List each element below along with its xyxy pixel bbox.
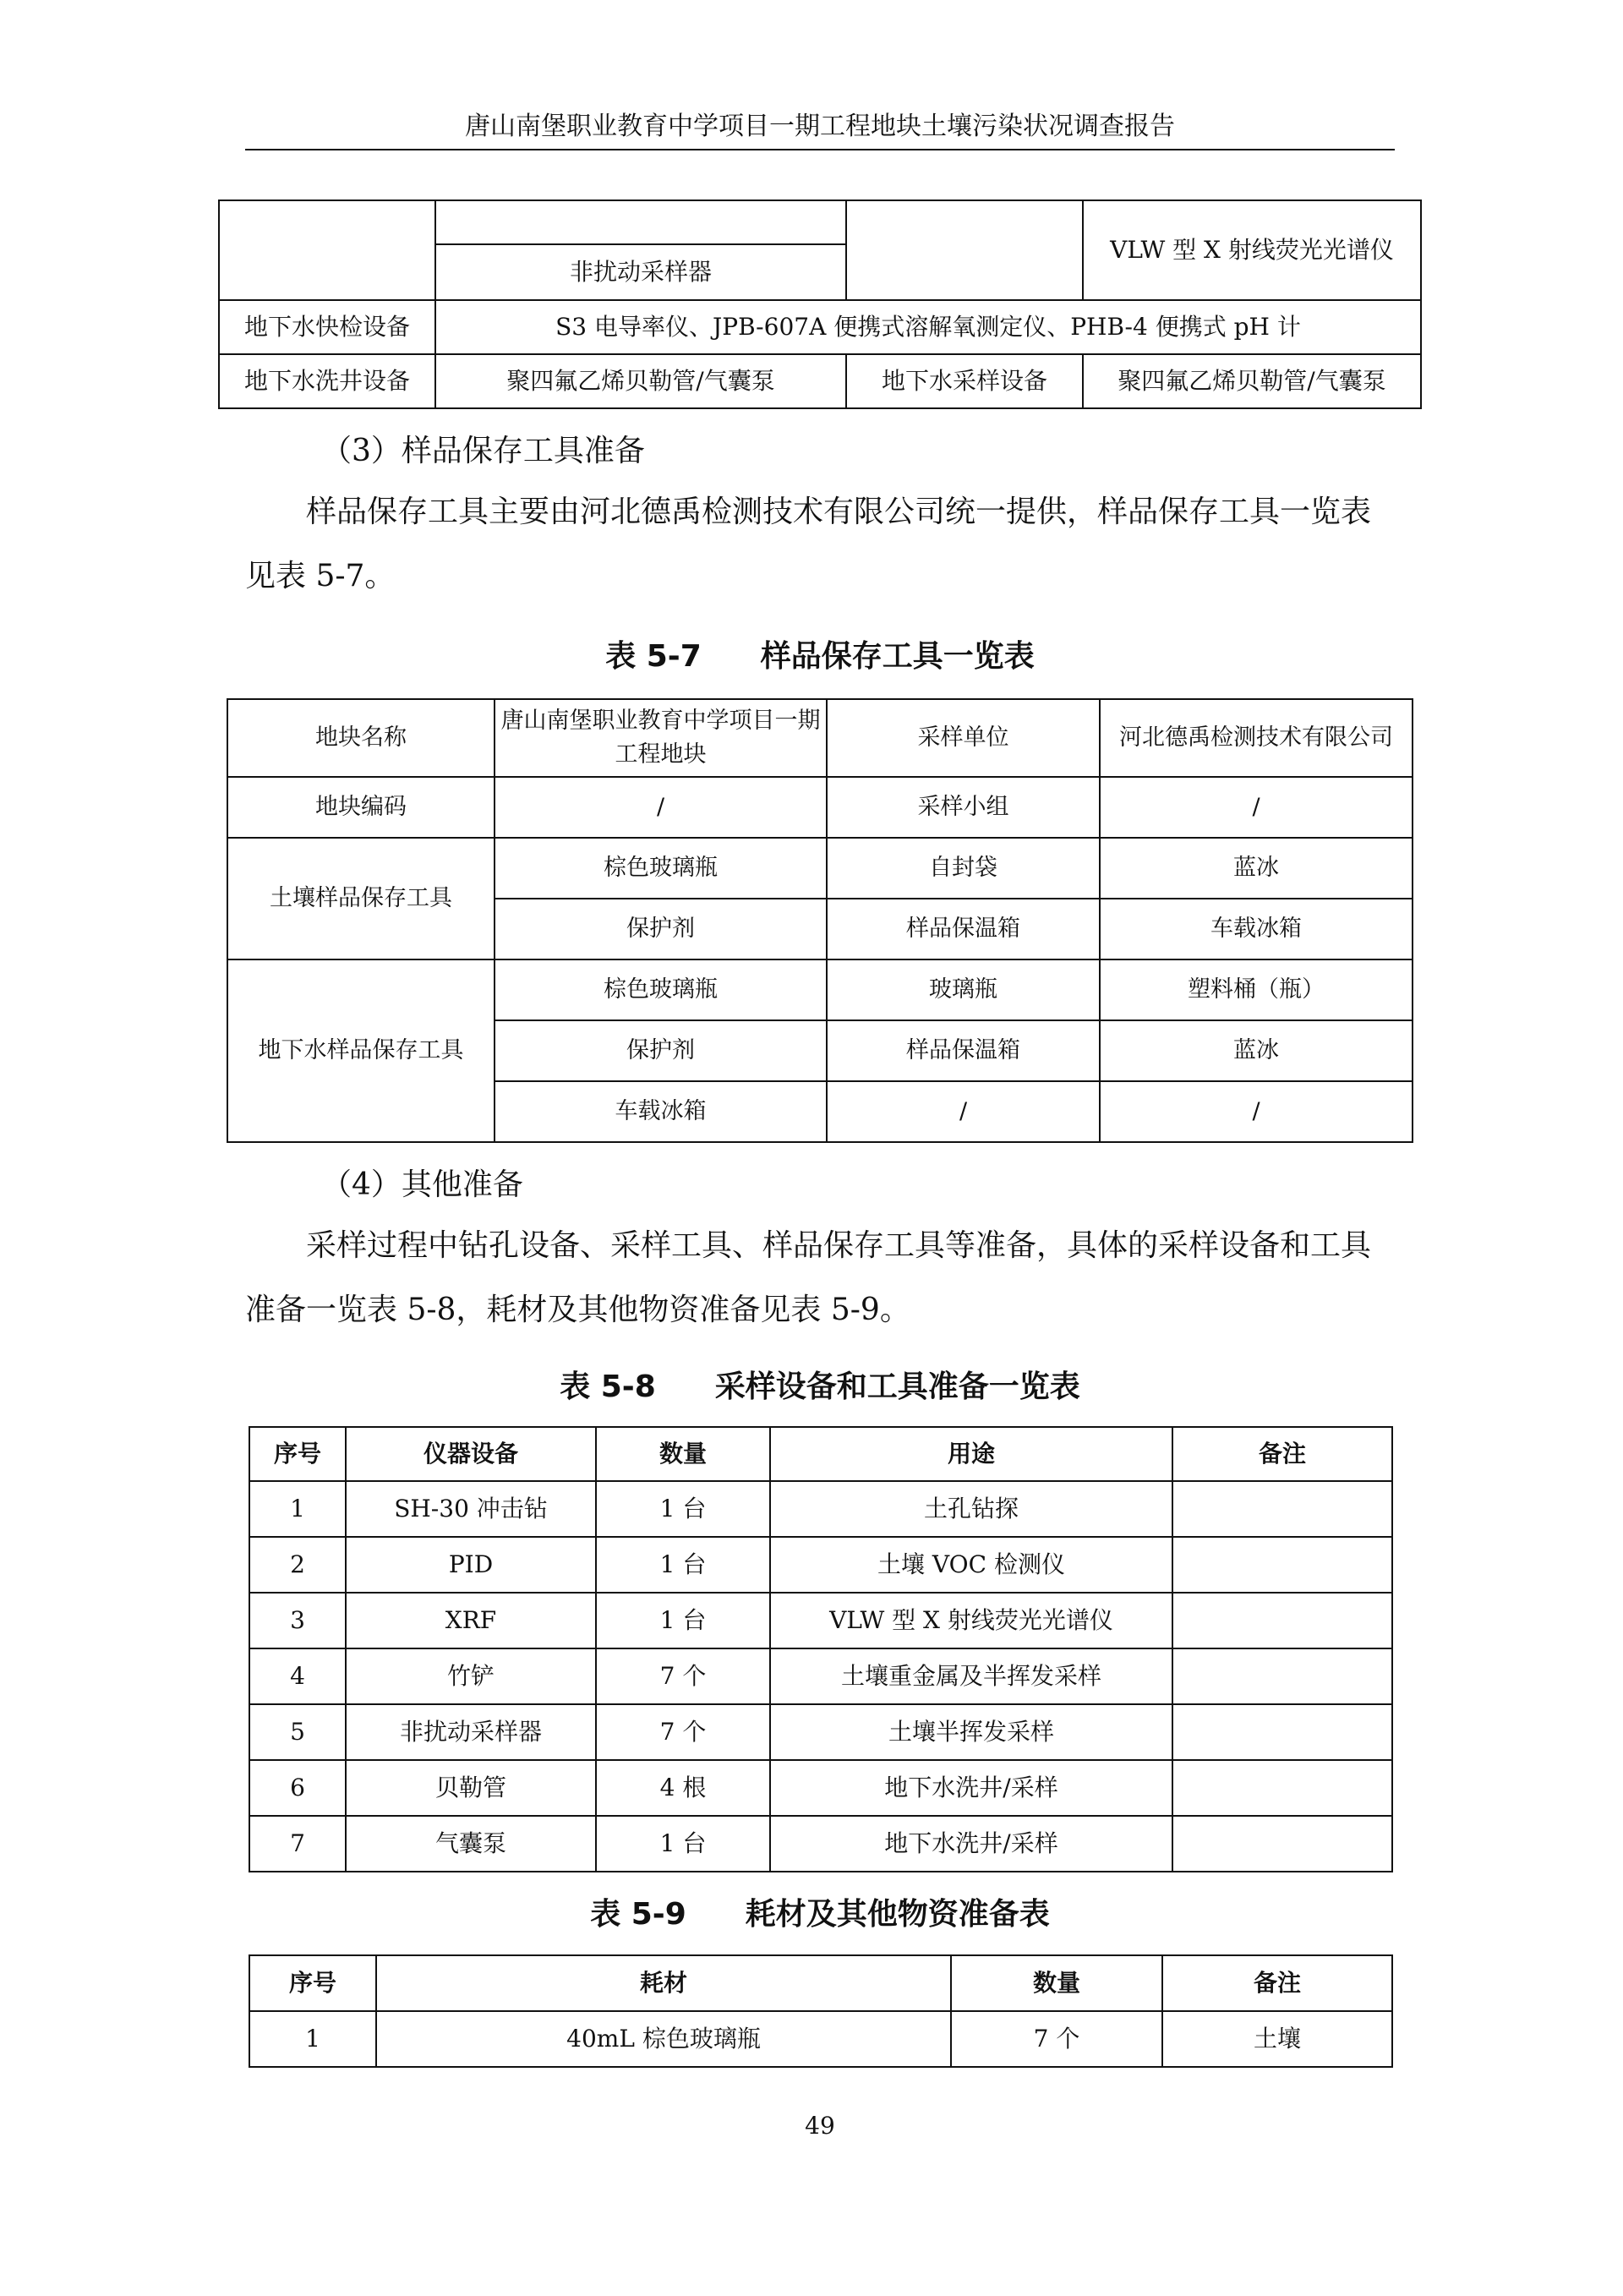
- table-header-cell: 耗材: [376, 1955, 951, 2011]
- table-cell: 土壤 VOC 检测仪: [770, 1537, 1172, 1593]
- table-cell: 样品保温箱: [827, 1020, 1100, 1081]
- table-cell: 1: [249, 1481, 346, 1537]
- header-rule: [245, 149, 1395, 150]
- table-top-cell: 地下水洗井设备: [219, 354, 435, 408]
- caption-number: 表 5-7: [605, 639, 702, 674]
- table-cell: 1 台: [596, 1816, 770, 1872]
- table-cell: 土壤重金属及半挥发采样: [770, 1648, 1172, 1704]
- table-cell: 2: [249, 1537, 346, 1593]
- table-5-7: [227, 698, 1413, 1143]
- table-top-cell: [219, 200, 435, 300]
- table-cell: /: [1100, 1081, 1413, 1142]
- table-row: [249, 1816, 1392, 1872]
- table-row: [249, 1704, 1392, 1760]
- table-row: [249, 1537, 1392, 1593]
- table-cell: 棕色玻璃瓶: [495, 959, 827, 1020]
- table-cell: [1172, 1816, 1392, 1872]
- table-cell: 贝勒管: [346, 1760, 596, 1816]
- table-top-cell: VLW 型 X 射线荧光光谱仪: [1083, 200, 1421, 300]
- table-cell: XRF: [346, 1593, 596, 1648]
- table-header-cell: 数量: [951, 1955, 1162, 2011]
- caption-number: 表 5-9: [590, 1897, 686, 1932]
- table-top-cell: 地下水快检设备: [219, 300, 435, 354]
- table-top-cell: 非扰动采样器: [435, 244, 846, 300]
- table-cell: VLW 型 X 射线荧光光谱仪: [770, 1593, 1172, 1648]
- table-cell: 采样单位: [827, 699, 1100, 777]
- table-cell: 唐山南堡职业教育中学项目一期工程地块: [495, 699, 827, 777]
- table-cell: 7 个: [596, 1648, 770, 1704]
- table-cell: [1172, 1704, 1392, 1760]
- table-cell: 非扰动采样器: [346, 1704, 596, 1760]
- caption-title: 采样设备和工具准备一览表: [714, 1369, 1080, 1404]
- table-top-cell: 地下水采样设备: [846, 354, 1083, 408]
- table-header-cell: 备注: [1162, 1955, 1392, 2011]
- table-cell: 蓝冰: [1100, 1020, 1413, 1081]
- table-header-cell: 仪器设备: [346, 1427, 596, 1481]
- caption-number: 表 5-8: [560, 1369, 656, 1404]
- table-cell: 7: [249, 1816, 346, 1872]
- table-header-cell: 数量: [596, 1427, 770, 1481]
- table-cell: 土壤: [1162, 2011, 1392, 2067]
- table-cell: 车载冰箱: [1100, 899, 1413, 959]
- table-top-cell: [435, 200, 846, 244]
- table-cell: 气囊泵: [346, 1816, 596, 1872]
- table-header-cell: 序号: [249, 1955, 376, 2011]
- table-top-cell: S3 电导率仪、JPB-607A 便携式溶解氧测定仪、PHB-4 便携式 pH 计: [435, 300, 1421, 354]
- table-header-cell: 用途: [770, 1427, 1172, 1481]
- table-5-8-caption: [245, 1366, 1395, 1408]
- table-5-7-caption: [245, 636, 1395, 678]
- table-5-9: [249, 1954, 1393, 2068]
- table-cell: 1 台: [596, 1537, 770, 1593]
- caption-title: 样品保存工具一览表: [760, 639, 1035, 674]
- table-row: [249, 1481, 1392, 1537]
- page-number: 49: [805, 2112, 835, 2140]
- page-header-title: 唐山南堡职业教育中学项目一期工程地块土壤污染状况调查报告: [465, 112, 1175, 141]
- table-top-cell: 聚四氟乙烯贝勒管/气囊泵: [1083, 354, 1421, 408]
- table-cell: 40mL 棕色玻璃瓶: [376, 2011, 951, 2067]
- table-cell: 地块编码: [227, 777, 495, 838]
- table-cell: [1172, 1593, 1392, 1648]
- table-cell: PID: [346, 1537, 596, 1593]
- table-cell: 1 台: [596, 1481, 770, 1537]
- table-row: [249, 2011, 1392, 2067]
- table-cell: [1172, 1481, 1392, 1537]
- table-cell: 4 根: [596, 1760, 770, 1816]
- table-cell: 7 个: [951, 2011, 1162, 2067]
- table-cell: 4: [249, 1648, 346, 1704]
- table-cell: 1 台: [596, 1593, 770, 1648]
- table-header-cell: 序号: [249, 1427, 346, 1481]
- table-top-continuation: [218, 200, 1422, 409]
- table-cell: 地下水洗井/采样: [770, 1816, 1172, 1872]
- table-top-cell: 聚四氟乙烯贝勒管/气囊泵: [435, 354, 846, 408]
- table-row: [249, 1593, 1392, 1648]
- table-cell: 车载冰箱: [495, 1081, 827, 1142]
- table-cell: 玻璃瓶: [827, 959, 1100, 1020]
- section-4-heading: （4）其他准备: [321, 1167, 523, 1202]
- table-cell: 5: [249, 1704, 346, 1760]
- table-cell: 土壤样品保存工具: [227, 838, 495, 959]
- table-top-cell: [846, 200, 1083, 300]
- table-cell: 7 个: [596, 1704, 770, 1760]
- table-cell: 土孔钻探: [770, 1481, 1172, 1537]
- table-cell: 样品保温箱: [827, 899, 1100, 959]
- table-cell: 保护剂: [495, 1020, 827, 1081]
- table-cell: 3: [249, 1593, 346, 1648]
- table-cell: 保护剂: [495, 899, 827, 959]
- table-cell: 地下水洗井/采样: [770, 1760, 1172, 1816]
- table-cell: /: [1100, 777, 1413, 838]
- table-cell: /: [827, 1081, 1100, 1142]
- table-cell: SH-30 冲击钻: [346, 1481, 596, 1537]
- table-cell: [1172, 1648, 1392, 1704]
- table-cell: /: [495, 777, 827, 838]
- table-cell: 地下水样品保存工具: [227, 959, 495, 1142]
- table-cell: 土壤半挥发采样: [770, 1704, 1172, 1760]
- section-3-paragraph: 样品保存工具主要由河北德禹检测技术有限公司统一提供，样品保存工具一览表见表 5-7。: [245, 495, 1372, 593]
- table-cell: 1: [249, 2011, 376, 2067]
- table-cell: 蓝冰: [1100, 838, 1413, 899]
- table-cell: [1172, 1537, 1392, 1593]
- table-cell: 地块名称: [227, 699, 495, 777]
- table-row: [249, 1648, 1392, 1704]
- table-cell: 6: [249, 1760, 346, 1816]
- table-cell: 采样小组: [827, 777, 1100, 838]
- section-4-paragraph: 采样过程中钻孔设备、采样工具、样品保存工具等准备，具体的采样设备和工具准备一览表 5-8，耗材及其他物资准备见表 5-9。: [245, 1228, 1372, 1327]
- table-cell: [1172, 1760, 1392, 1816]
- table-cell: 塑料桶（瓶）: [1100, 959, 1413, 1020]
- table-cell: 河北德禹检测技术有限公司: [1100, 699, 1413, 777]
- table-row: [249, 1760, 1392, 1816]
- table-cell: 棕色玻璃瓶: [495, 838, 827, 899]
- table-5-9-caption: [245, 1894, 1395, 1936]
- table-5-8: [249, 1426, 1393, 1872]
- caption-title: 耗材及其他物资准备表: [745, 1897, 1050, 1932]
- table-cell: 自封袋: [827, 838, 1100, 899]
- table-header-cell: 备注: [1172, 1427, 1392, 1481]
- section-3-heading: （3）样品保存工具准备: [321, 434, 645, 468]
- table-cell: 竹铲: [346, 1648, 596, 1704]
